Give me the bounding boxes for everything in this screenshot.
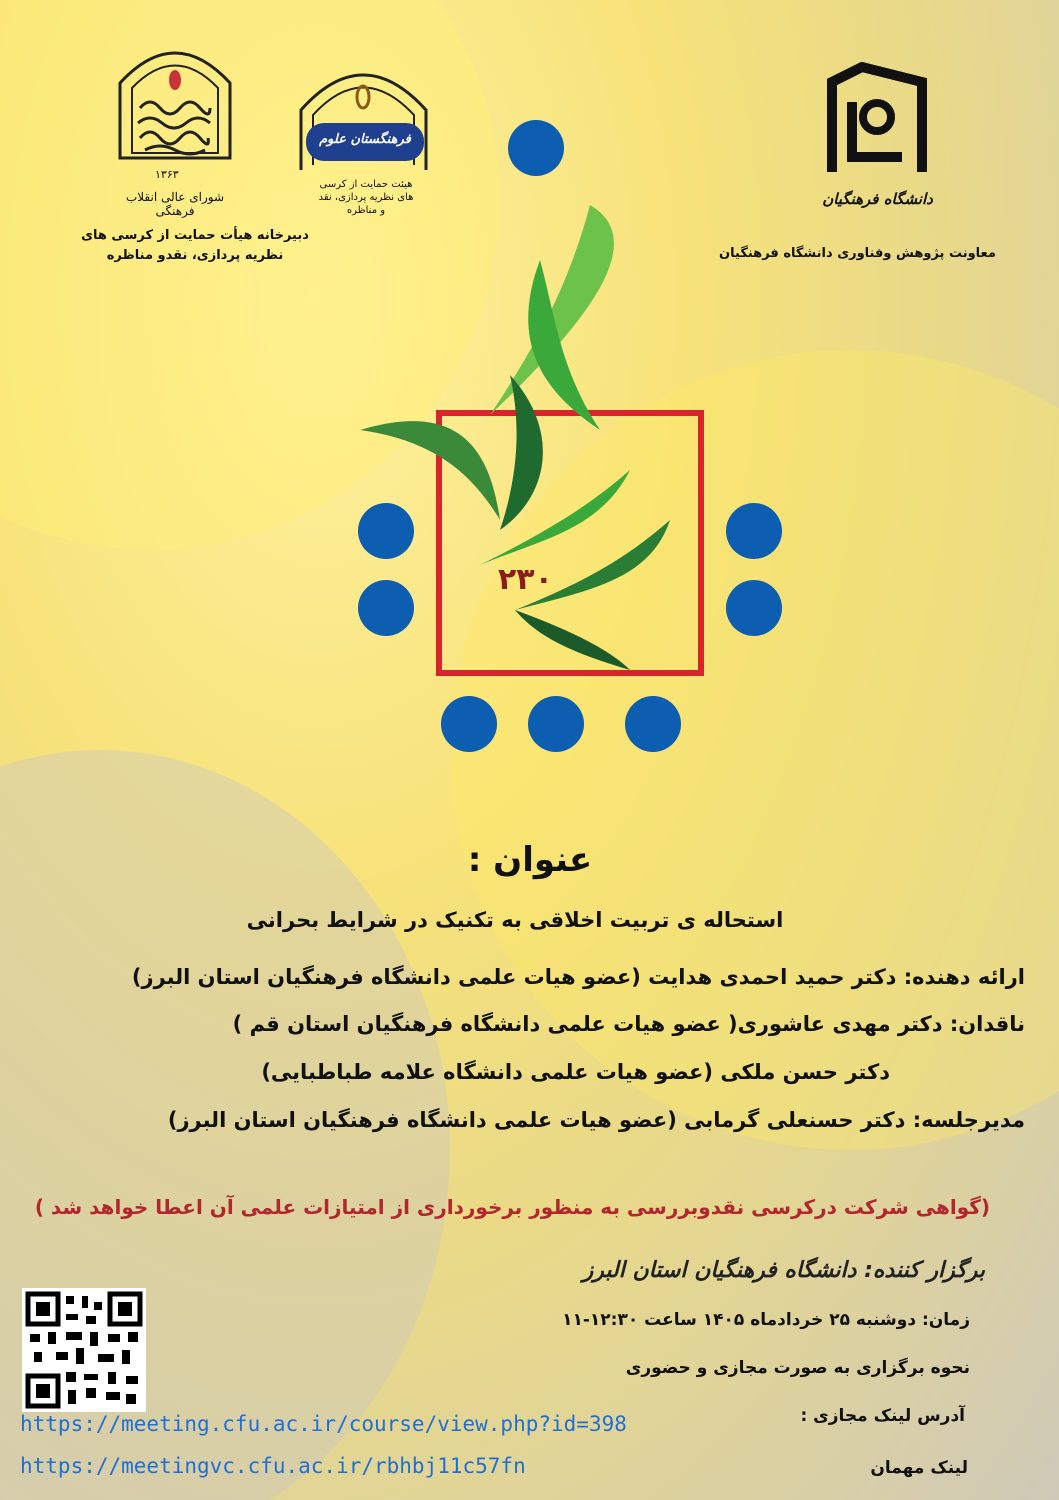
guest-link-label: لینک مهمان (870, 1458, 968, 1478)
farhangian-logo-text: دانشگاه فرهنگیان (822, 190, 933, 208)
format-line: نحوه برگزاری به صورت مجازی و حضوری (625, 1358, 970, 1378)
leaves-icon (340, 110, 800, 790)
qr-code (22, 1288, 146, 1412)
emblem-dot (726, 580, 782, 636)
lecture-title: استحاله ی تربیت اخلاقی به تکنیک در شرایط بحرانی (246, 908, 784, 932)
emblem-dot (358, 503, 414, 559)
session-emblem (340, 110, 800, 790)
moderator-line: مدیرجلسه: دکتر حسنعلی گرمابی (عضو هیات علمی دانشگاه فرهنگیان استان البرز) (167, 1108, 1025, 1132)
time-line: زمان: دوشنبه ۲۵ خردادماه ۱۴۰۵ ساعت ۱۲:۳۰-۱۱ (562, 1310, 970, 1330)
title-label: عنوان : (467, 840, 593, 880)
council-seal-subtitle: شورای عالی انقلاب فرهنگی (125, 190, 225, 218)
critics-line-2: دکتر حسن ملکی (عضو هیات علمی دانشگاه علامه طباطبایی) (261, 1060, 890, 1084)
emblem-dot (625, 696, 681, 752)
emblem-dot (441, 696, 497, 752)
virtual-meeting-link[interactable]: https://meeting.cfu.ac.ir/course/view.php?id=398 (20, 1412, 627, 1436)
certificate-notice: (گواهی شرکت درکرسی نقدوبررسی به منظور برخورداری از امتیازات علمی آن اعطا خواهد شد ) (34, 1195, 990, 1219)
left-logo-caption-line2: نظریه پردازی، نقدو مناظره (106, 248, 284, 263)
academy-seal-name: فرهنگستان علوم (319, 132, 411, 147)
virtual-link-label: آدرس لینک مجازی : (800, 1406, 965, 1426)
council-seal-year: ۱۳۶۳ (155, 168, 179, 181)
left-logo-caption-line1: دبیرخانه هیأت حمایت از کرسی های (81, 228, 309, 243)
emblem-dot (528, 696, 584, 752)
session-number: ۲۳۰ (498, 562, 553, 597)
guest-meeting-link[interactable]: https://meetingvc.cfu.ac.ir/rbhbj11c57fn (20, 1454, 526, 1478)
academy-seal-subtitle: هیئت حمایت از کرسی های نظریه پردازی، نقد و مناظره (318, 179, 414, 216)
right-logo-caption: معاونت پژوهش وفناوری دانشگاه فرهنگیان (719, 246, 996, 261)
presenter-line: ارائه دهنده: دکتر حمید احمدی هدایت (عضو هیات علمی دانشگاه فرهنگیان استان البرز) (131, 965, 1025, 989)
critics-line-1: ناقدان: دکتر مهدی عاشوری( عضو هیات علمی دانشگاه فرهنگیان استان قم ) (232, 1012, 1025, 1036)
farhangian-university-logo (822, 62, 932, 182)
organizer-line: برگزار کننده: دانشگاه فرهنگیان استان البرز (582, 1258, 985, 1283)
emblem-dot (726, 503, 782, 559)
emblem-dot (358, 580, 414, 636)
